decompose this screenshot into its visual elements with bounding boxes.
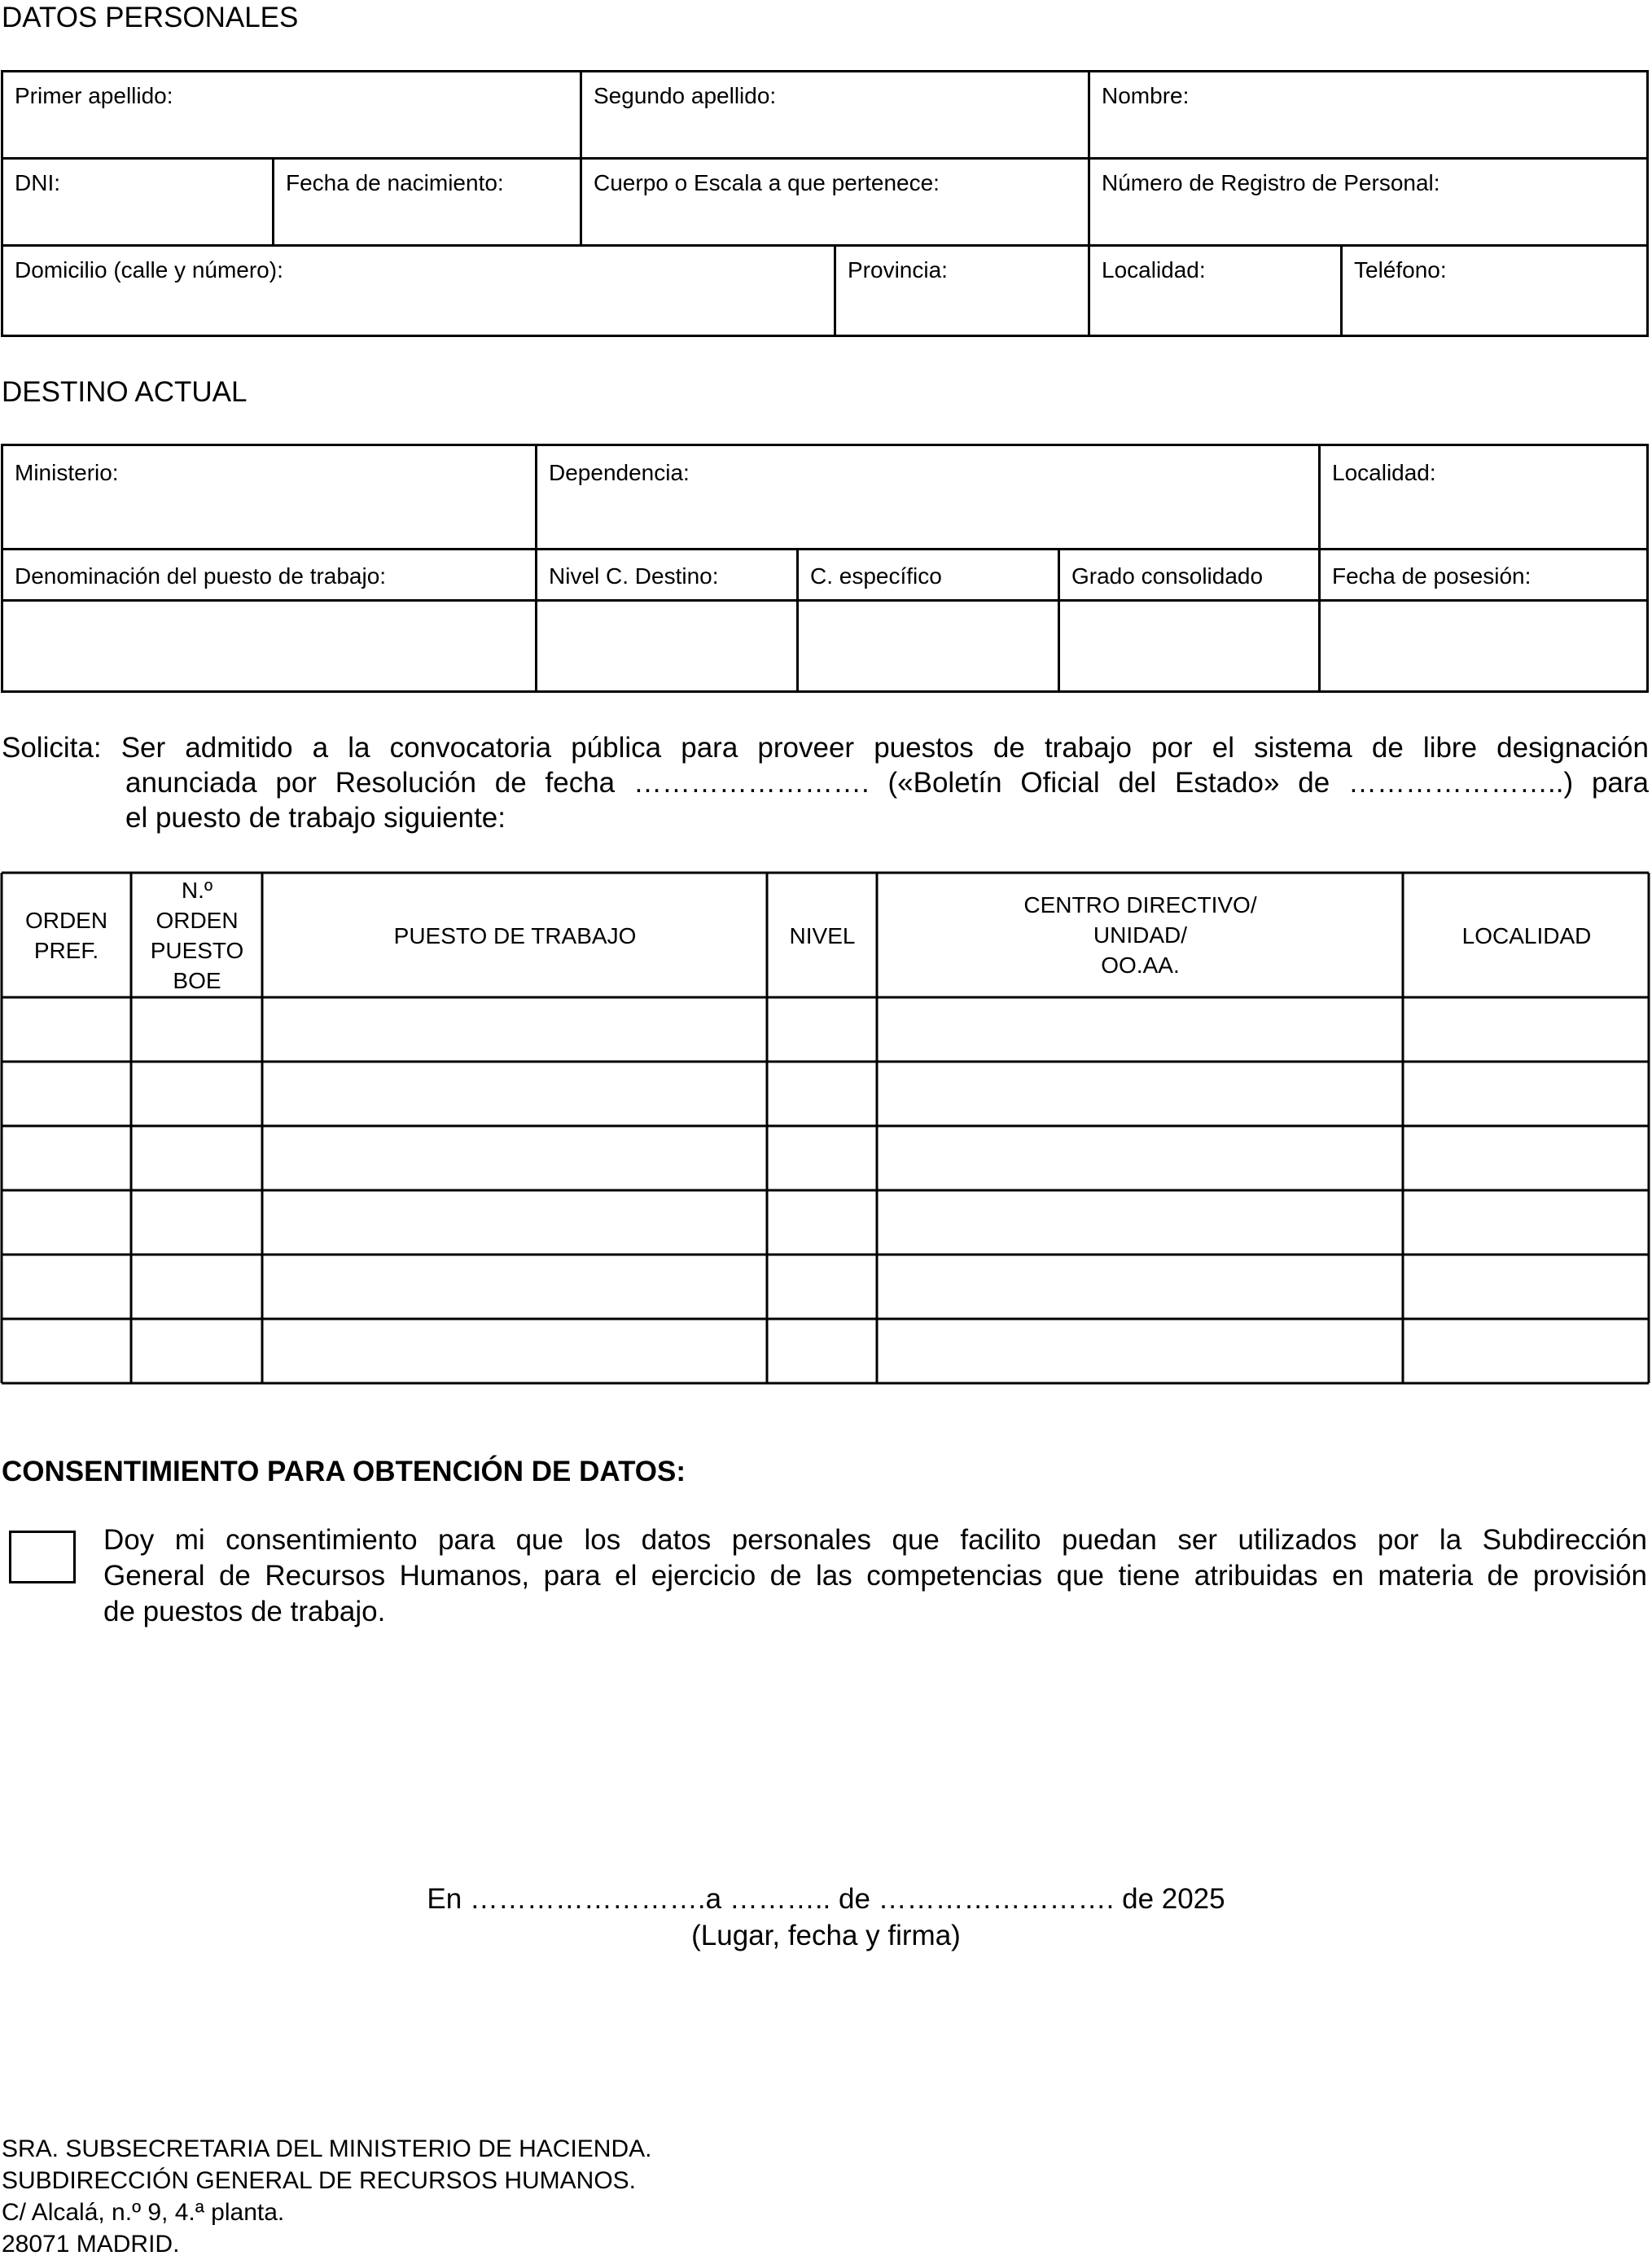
table-cell[interactable] — [879, 1256, 1402, 1318]
dni-label: DNI: — [15, 170, 60, 195]
table-cell[interactable] — [3, 1321, 130, 1382]
grado-label: Grado consolidado — [1071, 563, 1264, 589]
domicilio-label: Domicilio (calle y número): — [15, 257, 283, 282]
destinatario-line: SUBDIRECCIÓN GENERAL DE RECURSOS HUMANOS. — [2, 2167, 637, 2194]
localidad-destino-label: Localidad: — [1332, 460, 1436, 485]
solicita-text-3: el puesto de trabajo siguiente: — [125, 802, 506, 834]
table-cell[interactable] — [1404, 999, 1648, 1061]
table-cell[interactable] — [879, 1063, 1402, 1125]
table-cell[interactable] — [3, 1063, 130, 1125]
destinatario-block — [2, 2133, 652, 2260]
table-cell[interactable] — [879, 999, 1402, 1061]
destinatario-line: 28071 MADRID. — [2, 2231, 180, 2258]
table-cell[interactable] — [769, 1128, 876, 1189]
header-puesto-trabajo: PUESTO DE TRABAJO — [393, 922, 637, 948]
header-text: OO.AA. — [1101, 952, 1180, 978]
table-cell[interactable] — [769, 1256, 876, 1318]
header-text: ORDEN — [24, 908, 108, 933]
table-cell[interactable] — [264, 999, 766, 1061]
segundo-apellido-label: Segundo apellido: — [594, 83, 777, 108]
section-title-datos-personales: DATOS PERSONALES — [2, 2, 299, 33]
telefono-label: Teléfono: — [1354, 257, 1447, 282]
header-text: BOE — [173, 968, 221, 993]
consentimiento-text-1: Doy mi consentimiento para que los datos personales que facilito puedan ser utilizados por la Subdirección — [103, 1524, 1647, 1556]
header-text: PREF. — [33, 938, 99, 963]
solicita-text-2: anunciada por Resolución de fecha ……………………. («Boletín Oficial del Estado» de …………………..) para — [125, 767, 1649, 799]
header-nivel: NIVEL — [789, 922, 856, 948]
table-cell[interactable] — [879, 1128, 1402, 1189]
dependencia-label: Dependencia: — [549, 460, 690, 485]
table-cell[interactable] — [1404, 1321, 1648, 1382]
nivel-label: Nivel C. Destino: — [549, 563, 719, 589]
localidad-label: Localidad: — [1102, 257, 1206, 282]
table-cell[interactable] — [769, 1192, 876, 1254]
header-text: N.º — [181, 878, 213, 903]
header-text: ORDEN — [156, 908, 239, 933]
header-text: CENTRO DIRECTIVO/ — [1023, 891, 1257, 918]
section-title-destino-actual: DESTINO ACTUAL — [2, 376, 248, 408]
table-cell[interactable] — [1404, 1063, 1648, 1125]
denominacion-label: Denominación del puesto de trabajo: — [15, 563, 387, 589]
consentimiento-text-3: de puestos de trabajo. — [103, 1596, 386, 1627]
nombre-label: Nombre: — [1102, 83, 1190, 108]
table-cell[interactable] — [1404, 1256, 1648, 1318]
table-cell[interactable] — [264, 1128, 766, 1189]
table-cell[interactable] — [264, 1256, 766, 1318]
header-text: PUESTO — [150, 938, 244, 963]
header-centro-directivo — [879, 874, 1402, 996]
table-cell[interactable] — [133, 1128, 261, 1189]
ministerio-label: Ministerio: — [15, 460, 119, 485]
table-cell[interactable] — [769, 999, 876, 1061]
table-cell[interactable] — [3, 999, 130, 1061]
fecha-nacimiento-label: Fecha de nacimiento: — [286, 170, 504, 195]
table-cell[interactable] — [133, 1192, 261, 1254]
primer-apellido-label: Primer apellido: — [15, 83, 173, 108]
fecha-posesion-label: Fecha de posesión: — [1332, 563, 1531, 589]
table-cell[interactable] — [769, 1321, 876, 1382]
table-cell[interactable] — [3, 1256, 130, 1318]
consentimiento-checkbox[interactable] — [9, 1531, 76, 1583]
header-text: UNIDAD/ — [1093, 922, 1188, 948]
table-cell[interactable] — [133, 999, 261, 1061]
table-cell[interactable] — [133, 1256, 261, 1318]
table-cell[interactable] — [3, 1192, 130, 1254]
table-cell[interactable] — [879, 1192, 1402, 1254]
table-cell[interactable] — [264, 1192, 766, 1254]
firma-caption: (Lugar, fecha y firma) — [691, 1920, 961, 1951]
solicita-text-1: Ser admitido a la convocatoria pública para proveer puestos de trabajo por el sistema de libre designación — [121, 732, 1649, 764]
table-cell[interactable] — [1404, 1128, 1648, 1189]
cuerpo-escala-label: Cuerpo o Escala a que pertenece: — [594, 170, 940, 195]
table-cell[interactable] — [264, 1063, 766, 1125]
table-cell[interactable] — [879, 1321, 1402, 1382]
header-localidad: LOCALIDAD — [1461, 922, 1592, 948]
table-cell[interactable] — [1404, 1192, 1648, 1254]
especifico-label: C. específico — [810, 563, 942, 589]
table-cell[interactable] — [264, 1321, 766, 1382]
header-orden-pref — [2, 874, 130, 996]
consentimiento-title: CONSENTIMIENTO PARA OBTENCIÓN DE DATOS: — [2, 1456, 686, 1487]
table-cell[interactable] — [133, 1321, 261, 1382]
table-cell[interactable] — [769, 1063, 876, 1125]
nrp-label: Número de Registro de Personal: — [1102, 170, 1440, 195]
solicita-label: Solicita: — [2, 732, 102, 764]
table-cell[interactable] — [3, 1128, 130, 1189]
destinatario-line: SRA. SUBSECRETARIA DEL MINISTERIO DE HACIENDA. — [2, 2135, 652, 2162]
destinatario-line: C/ Alcalá, n.º 9, 4.ª planta. — [2, 2199, 285, 2226]
firma-lugar-fecha: En …………………….a ……….. de ……………………. de 2025 — [427, 1883, 1225, 1915]
table-cell[interactable] — [133, 1063, 261, 1125]
consentimiento-text-2: General de Recursos Humanos, para el ejercicio de las competencias que tiene atribuidas en materia de provisión — [103, 1560, 1647, 1592]
provincia-label: Provincia: — [848, 257, 948, 282]
header-orden-puesto-boe — [133, 874, 261, 996]
